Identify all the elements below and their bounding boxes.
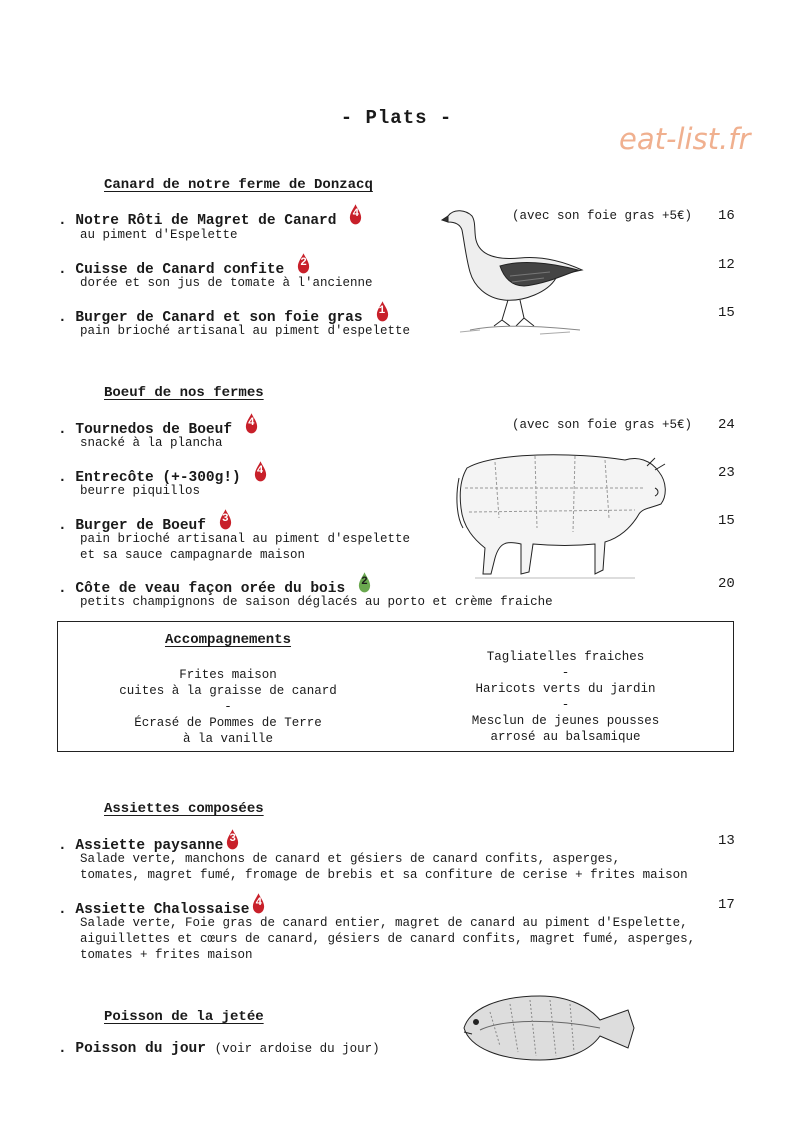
section-heading-assiettes: Assiettes composées [104, 801, 264, 817]
chili-pepper-icon [253, 461, 268, 487]
item-name: Entrecôte (+-300g!) [75, 469, 241, 486]
spice-level: 2 [361, 576, 368, 588]
item-description: aiguillettes et cœurs de canard, gésiers de canard confits, magret fumé, asperges, [80, 932, 696, 946]
menu-item: . Assiette Chalossaise 4 [58, 896, 266, 922]
item-description: pain brioché artisanal au piment d'espelette [80, 532, 411, 546]
side-item: à la vanille [182, 732, 273, 746]
side-separator: - [224, 700, 232, 714]
item-description: petits champignons de saison déglacés au porto et crème fraiche [80, 595, 553, 609]
section-heading-boeuf: Boeuf de nos fermes [104, 385, 264, 401]
fish-illustration [460, 990, 638, 1066]
item-name: Assiette Chalossaise [75, 901, 250, 918]
menu-item: . Burger de Canard et son foie gras 1 [58, 304, 390, 330]
item-description: snacké à la plancha [80, 436, 223, 450]
item-description: Salade verte, manchons de canard et gésiers de canard confits, asperges, [80, 852, 621, 866]
item-price: 24 [718, 417, 735, 433]
item-price: 23 [718, 465, 735, 481]
spice-level: 1 [378, 305, 386, 317]
item-name: Côte de veau façon orée du bois [75, 580, 346, 597]
menu-item: . Entrecôte (+-300g!) 4 [58, 464, 268, 490]
menu-item: . Burger de Boeuf 3 [58, 512, 233, 538]
item-extra: (avec son foie gras +5€) [512, 418, 693, 432]
spice-level: 3 [221, 513, 229, 525]
item-price: 12 [718, 257, 735, 273]
item-price: 15 [718, 305, 735, 321]
menu-item: . Tournedos de Boeuf 4 [58, 416, 259, 442]
menu-item: . Notre Rôti de Magret de Canard 4 [58, 207, 363, 233]
item-description: pain brioché artisanal au piment d'espelette [80, 324, 411, 338]
item-name: Tournedos de Boeuf [75, 421, 233, 438]
spice-level: 4 [255, 897, 263, 909]
side-item: Frites maison [179, 668, 277, 682]
menu-item: . Côte de veau façon orée du bois 2 [58, 575, 372, 601]
chili-pepper-icon [348, 204, 363, 230]
spice-level: 4 [248, 417, 255, 429]
item-price: 13 [718, 833, 735, 849]
item-name: Notre Rôti de Magret de Canard [75, 212, 337, 229]
spice-level: 4 [256, 465, 264, 477]
menu-item: . Cuisse de Canard confite 2 [58, 256, 311, 282]
item-description: et sa sauce campagnarde maison [80, 548, 306, 562]
item-name: Assiette paysanne [75, 837, 224, 854]
section-heading-poisson: Poisson de la jetée [104, 1009, 264, 1025]
item-description: Salade verte, Foie gras de canard entier, magret de canard au piment d'Espelette, [80, 916, 688, 930]
side-separator: - [561, 666, 570, 680]
accompagnements-box [57, 621, 734, 752]
side-item: Tagliatelles fraiches [486, 650, 645, 664]
item-price: 15 [718, 513, 735, 529]
item-description: au piment d'Espelette [80, 228, 238, 242]
item-name: Cuisse de Canard confite [75, 261, 285, 278]
side-item: Mesclun de jeunes pousses [471, 714, 660, 728]
side-item: cuites à la graisse de canard [119, 684, 337, 698]
item-description: dorée et son jus de tomate à l'ancienne [80, 276, 373, 290]
spice-level: 2 [300, 257, 307, 269]
item-description: tomates + frites maison [80, 948, 253, 962]
item-name: Burger de Boeuf [75, 517, 206, 534]
side-item: Haricots verts du jardin [475, 682, 656, 696]
item-note: (voir ardoise du jour) [214, 1042, 380, 1056]
side-item: arrosé au balsamique [490, 730, 641, 744]
page-title: - Plats - [340, 107, 453, 129]
side-separator: - [561, 698, 570, 712]
side-list-right [438, 649, 693, 745]
item-price: 16 [718, 208, 735, 224]
item-description: tomates, magret fumé, fromage de brebis et sa confiture de cerise + frites maison [80, 868, 688, 882]
item-extra: (avec son foie gras +5€) [512, 209, 693, 223]
spice-level: 3 [229, 833, 236, 845]
menu-item: . Poisson du jour (voir ardoise du jour) [58, 1041, 380, 1057]
side-item: Écrasé de Pommes de Terre [134, 716, 322, 730]
item-name: Burger de Canard et son foie gras [75, 309, 363, 326]
item-price: 17 [718, 897, 735, 913]
menu-item: . Assiette paysanne 3 [58, 832, 240, 858]
goose-illustration [440, 180, 590, 340]
section-heading-canard: Canard de notre ferme de Donzacq [104, 177, 373, 193]
spice-level: 4 [352, 208, 360, 220]
item-description: beurre piquillos [80, 484, 201, 498]
item-price: 20 [718, 576, 735, 592]
watermark: eat-list.fr [619, 122, 751, 156]
side-list-left [58, 667, 398, 747]
section-heading-accompagnements: Accompagnements [164, 632, 292, 648]
cow-illustration [455, 448, 670, 583]
chili-pepper-icon [244, 413, 259, 439]
item-name: Poisson du jour [75, 1041, 206, 1057]
